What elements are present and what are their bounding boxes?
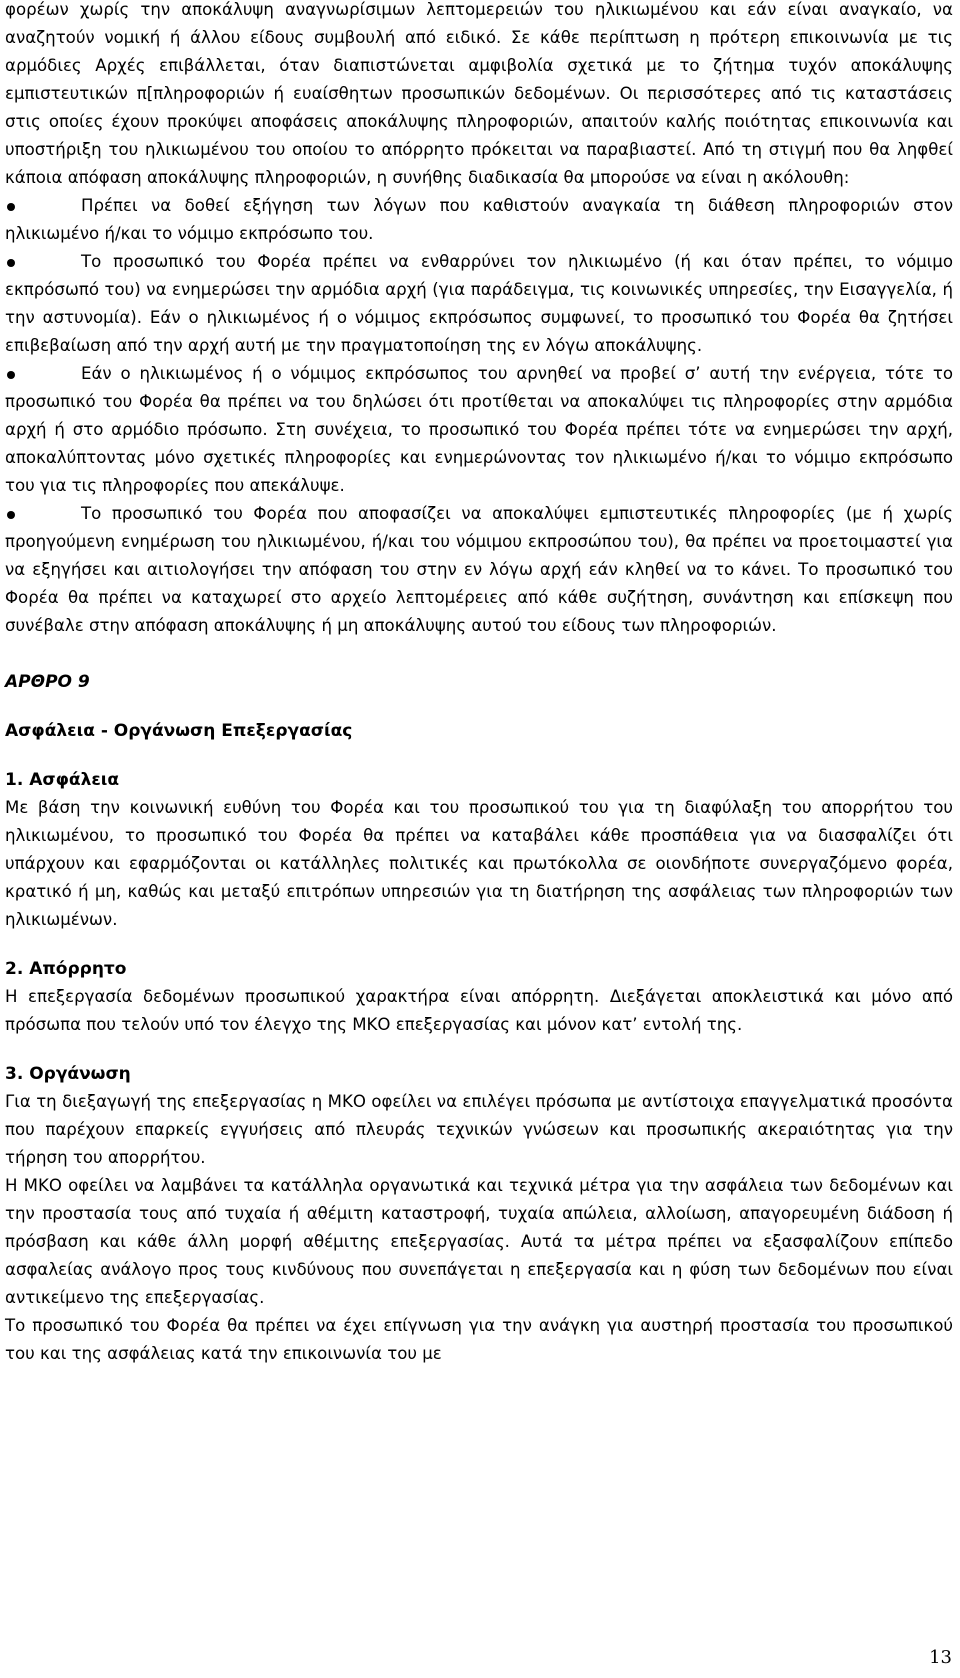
- bullet-icon: [7, 203, 15, 211]
- page-content: [5, 0, 953, 1368]
- section-title: Ασφάλεια - Οργάνωση Επεξεργασίας: [5, 721, 353, 741]
- subsection-security: [5, 766, 953, 934]
- subsection-title: 3. Οργάνωση: [5, 1064, 131, 1084]
- page-number: 13: [929, 1647, 952, 1668]
- subsection-title: 2. Απόρρητο: [5, 959, 127, 979]
- list-item-text: Πρέπει να δοθεί εξήγηση των λόγων που καθιστούν αναγκαία τη διάθεση πληροφοριών στον ηλικιωμένο ή/και το νόμιμο εκπρόσωπο του.: [5, 196, 953, 243]
- subsection-paragraph: Το προσωπικό του Φορέα θα πρέπει να έχει επίγνωση για την ανάγκη για αυστηρή προστασία του προσωπικού του και της ασφάλειας κατά την επικοινωνία του με: [5, 1316, 953, 1363]
- list-item: [5, 248, 953, 360]
- list-item: [5, 192, 953, 248]
- bullet-icon: [7, 511, 15, 519]
- subsection-paragraph: Για τη διεξαγωγή της επεξεργασίας η ΜΚΟ οφείλει να επιλέγει πρόσωπα με αντίστοιχα επαγγελματικά προσόντα που παρέχουν επαρκείς εγγυήσεις από πλευράς τεχνικών γνώσεων και προσωπικής ακεραιότητας για την τήρηση του απορρήτου.: [5, 1092, 953, 1167]
- article-heading: ΑΡΘΡΟ 9: [5, 672, 90, 692]
- list-item-text: Το προσωπικό του Φορέα που αποφασίζει να αποκαλύψει εμπιστευτικές πληροφορίες (με ή χωρίς προηγούμενη ενημέρωση του ηλικιωμένου, ή/και του νόμιμου εκπροσώπου του), θα πρέπει να προετοιμαστεί για να εξηγήσει και αιτιολογήσει την απόφαση του στην εν λόγω αρχή εάν κληθεί να το κάνει. Το προσωπικό του Φορέα θα πρέπει να καταχωρεί στο αρχείο λεπτομέρειες από κάθε συζήτηση, συνάντηση και επίσκεψη που συνέβαλε στην απόφαση αποκάλυψης ή μη αποκάλυψης αυτού του είδους των πληροφοριών.: [5, 504, 953, 635]
- list-item-text: Το προσωπικό του Φορέα πρέπει να ενθαρρύνει τον ηλικιωμένο (ή και όταν πρέπει, το νόμιμο εκπρόσωπό του) να ενημερώσει την αρμόδια αρχή (για παράδειγμα, τις κοινωνικές υπηρεσίες, την Εισαγγελία, ή την αστυνομία). Εάν ο ηλικιωμένος ή ο νόμιμος εκπρόσωπος συμφωνεί, το προσωπικό του Φορέα θα ζητήσει επιβεβαίωση από την αρχή αυτή με την πραγματοποίηση της εν λόγω αποκάλυψης.: [5, 252, 953, 355]
- subsection-paragraph: Η επεξεργασία δεδομένων προσωπικού χαρακτήρα είναι απόρρητη. Διεξάγεται αποκλειστικά και μόνο από πρόσωπα που τελούν υπό τον έλεγχο της ΜΚΟ επεξεργασίας και μόνον κατ’ εντολή της.: [5, 987, 953, 1034]
- bullet-icon: [7, 259, 15, 267]
- list-item: [5, 360, 953, 500]
- bullet-icon: [7, 371, 15, 379]
- subsection-paragraph: Με βάση την κοινωνική ευθύνη του Φορέα και του προσωπικού του για τη διαφύλαξη του απορρήτου του ηλικιωμένου, το προσωπικό του Φορέα θα πρέπει να καταβάλει κάθε προσπάθεια για να διασφαλίζει ότι υπάρχουν και εφαρμόζονται οι κατάλληλες πολιτικές και πρωτόκολλα σε οιονδήποτε συνεργαζόμενο φορέα, κρατικό ή μη, καθώς και μεταξύ επιτρόπων υπηρεσιών για τη διατήρηση της ασφάλειας των πληροφοριών των ηλικιωμένων.: [5, 798, 953, 929]
- list-item-text: Εάν ο ηλικιωμένος ή ο νόμιμος εκπρόσωπος του αρνηθεί να προβεί σ’ αυτή την ενέργεια, τότε το προσωπικό του Φορέα θα πρέπει να του δηλώσει ότι προτίθεται να αποκαλύψει τις πληροφορίες στην αρμόδια αρχή ή στο αρμόδιο πρόσωπο. Στη συνέχεια, το προσωπικό του Φορέα πρέπει τότε να ενημερώσει την αρχή, αποκαλύπτοντας μόνο σχετικές πληροφορίες και ενημερώνοντας τον ηλικιωμένο ή/και το νόμιμο εκπρόσωπο του για τις πληροφορίες που απεκάλυψε.: [5, 364, 953, 495]
- subsection-confidentiality: [5, 955, 953, 1039]
- bullet-list: [5, 192, 953, 640]
- list-item: [5, 500, 953, 640]
- subsection-organization: [5, 1060, 953, 1368]
- subsection-title: 1. Ασφάλεια: [5, 770, 120, 790]
- continuation-paragraph: φορέων χωρίς την αποκάλυψη αναγνωρίσιμων λεπτομερειών του ηλικιωμένου και εάν είναι αναγκαίο, να αναζητούν νομική ή άλλου είδους συμβουλή από ειδικό. Σε κάθε περίπτωση η πρότερη επικοινωνία με τις αρμόδιες Αρχές επιβάλλεται, όταν διαπιστώνεται αμφιβολία σχετικά με το ζήτημα τυχόν αποκάλυψης εμπιστευτικών π[πληροφοριών ή ευαίσθητων προσωπικών δεδομένων. Οι περισσότερες από τις καταστάσεις στις οποίες έχουν προκύψει αποφάσεις αποκάλυψης πληροφοριών, απαιτούν καλής ποιότητας επικοινωνία και υποστήριξη του ηλικιωμένου του οποίου το απόρρητο πρόκειται να παραβιαστεί. Από τη στιγμή που θα ληφθεί κάποια απόφαση αποκάλυψης πληροφοριών, η συνήθης διαδικασία θα μπορούσε να είναι η ακόλουθη:: [5, 0, 953, 187]
- subsection-paragraph: Η ΜΚΟ οφείλει να λαμβάνει τα κατάλληλα οργανωτικά και τεχνικά μέτρα για την ασφάλεια των δεδομένων και την προστασία τους από τυχαία ή αθέμιτη καταστροφή, τυχαία απώλεια, αλλοίωση, απαγορευμένη διάδοση ή πρόσβαση και κάθε άλλη μορφή αθέμιτης επεξεργασίας. Αυτά τα μέτρα πρέπει να εξασφαλίζουν επίπεδο ασφαλείας ανάλογο προς τους κινδύνους που συνεπάγεται η επεξεργασία και η φύση των δεδομένων που είναι αντικείμενο της επεξεργασίας.: [5, 1176, 953, 1307]
